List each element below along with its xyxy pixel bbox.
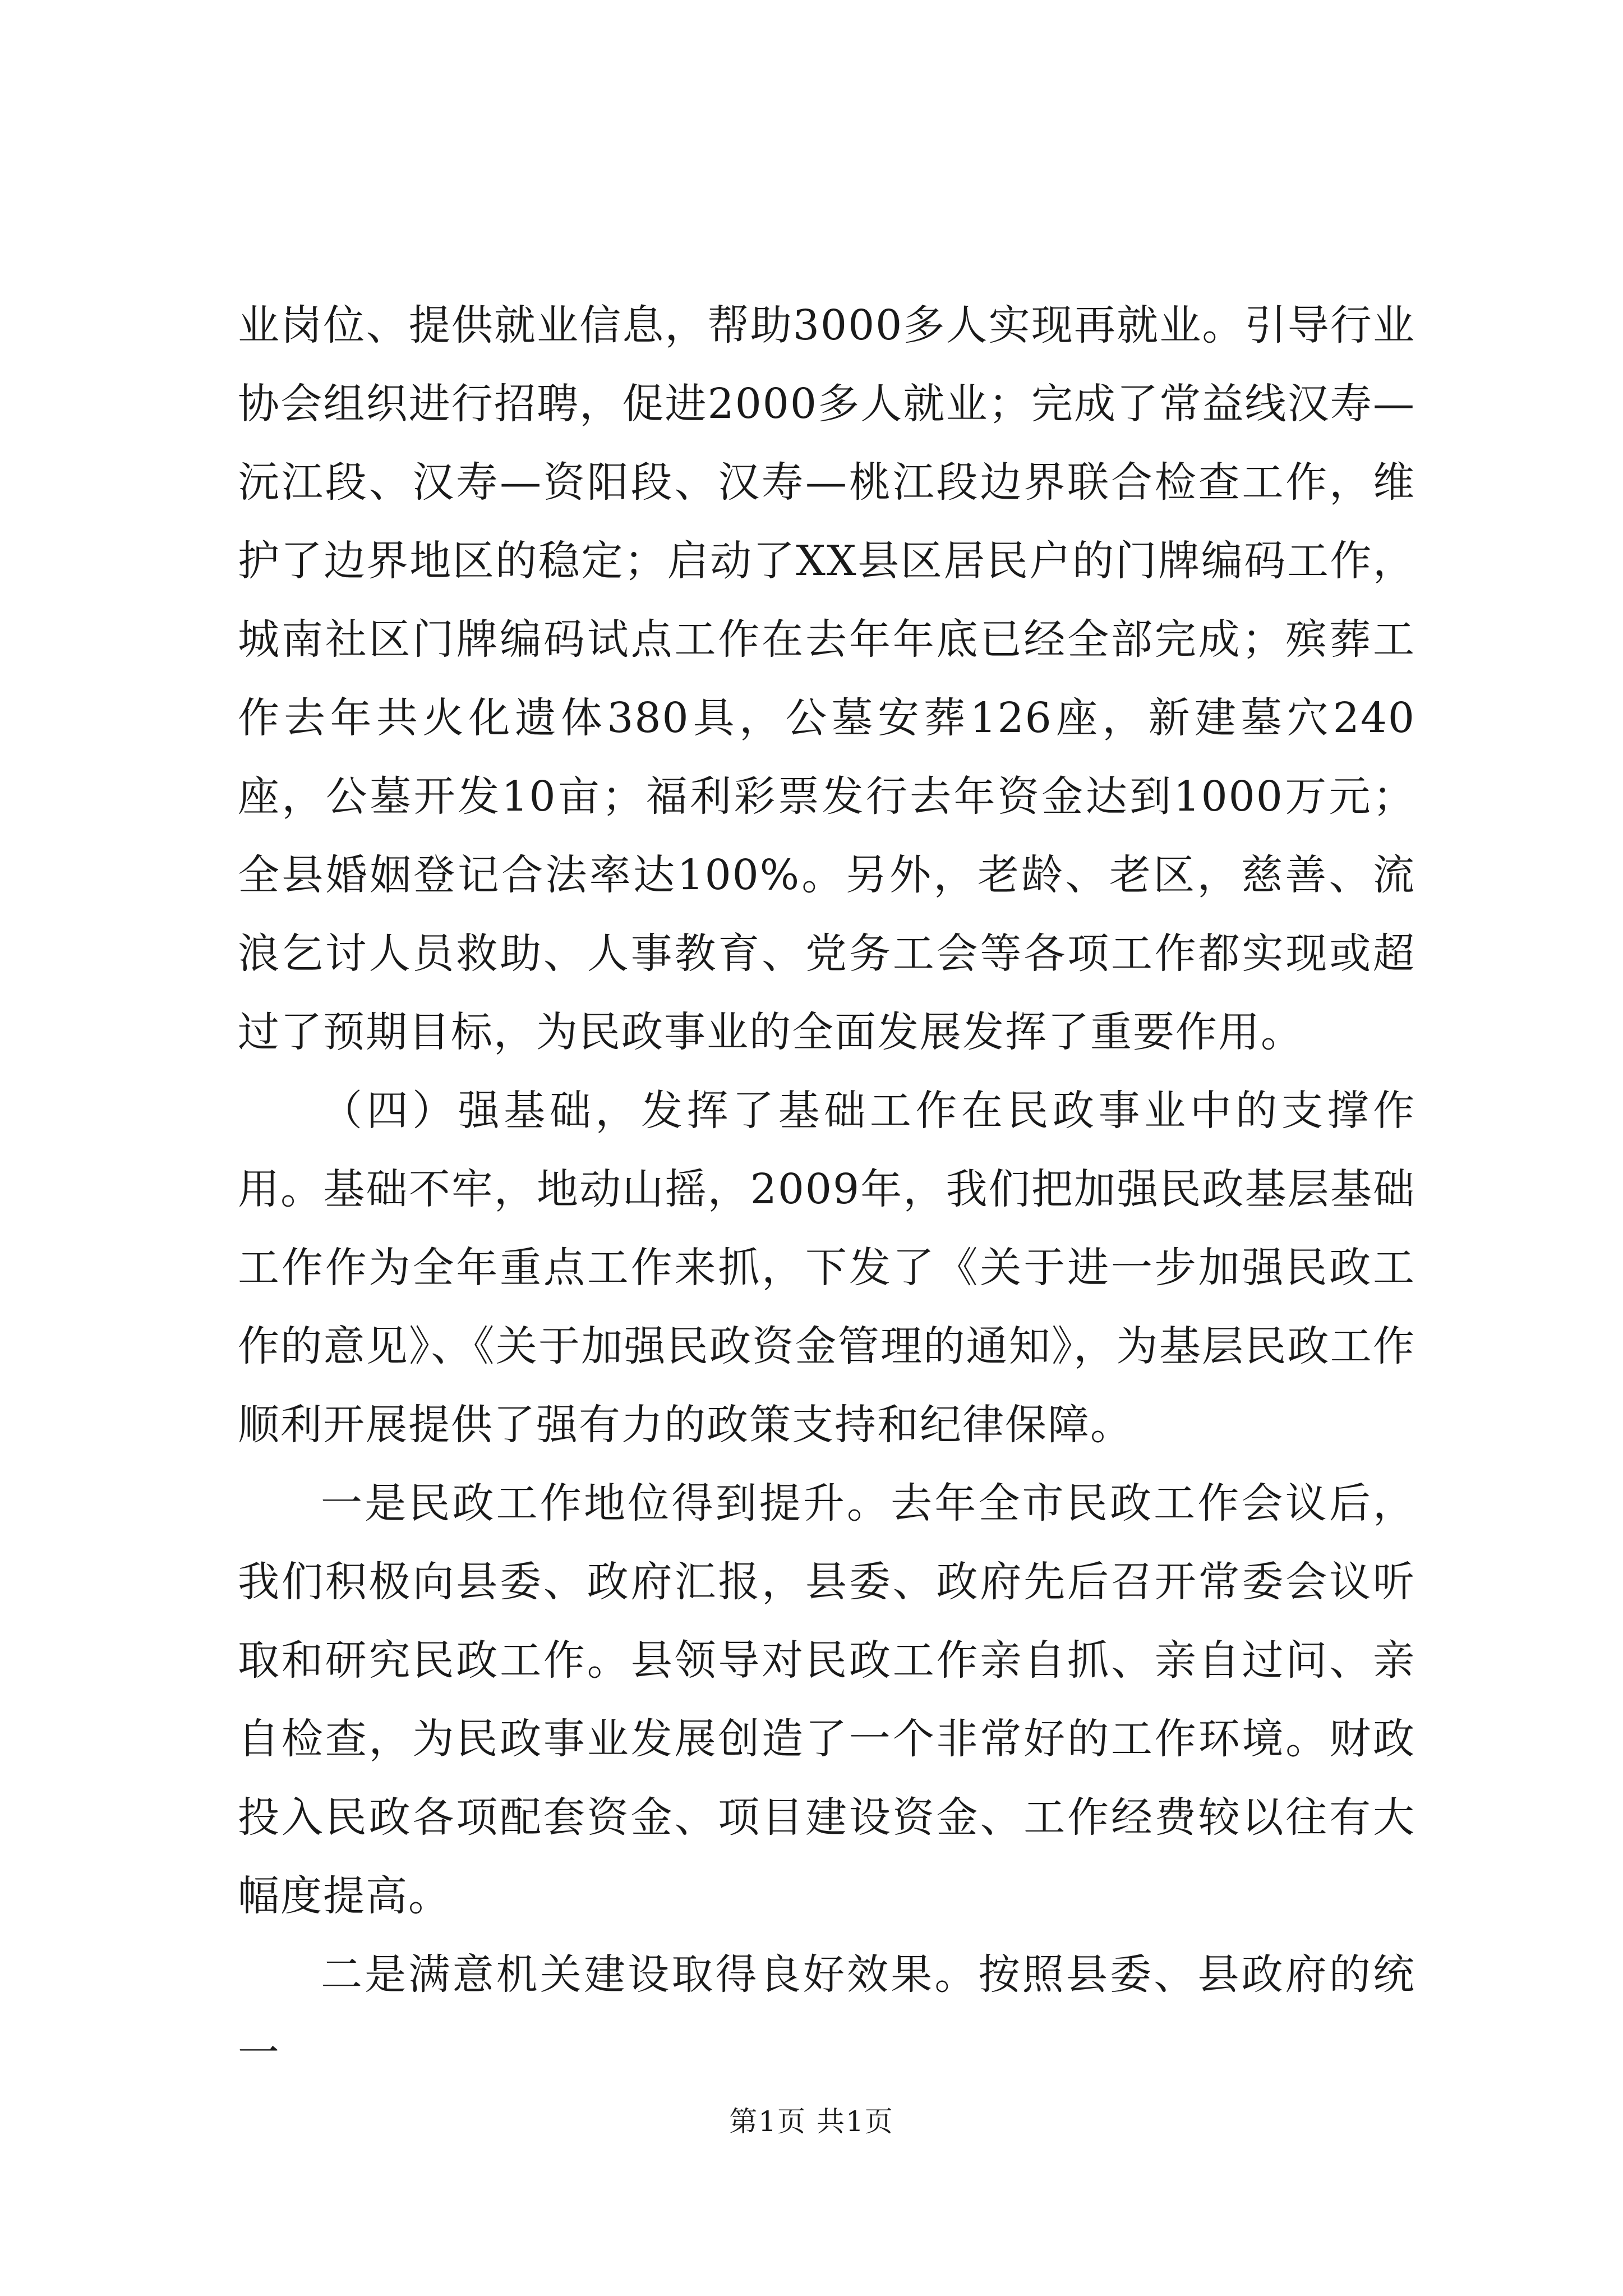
paragraph-point-two: 二是满意机关建设取得良好效果。按照县委、县政府的统一 <box>238 1950 1415 2077</box>
paragraph-section-four-heading: （四）强基础，发挥了基础工作在民政事业中的支撑作用。基础不牢，地动山摇，2009年，我们把加强民政基层基础工作作为全年重点工作来抓，下发了《关于进一步加强民政工作的意见》、《关于加强民政资金管理的通知》，为基层民政工作顺利开展提供了强有力的政策支持和纪律保障。 <box>238 1087 1415 1449</box>
document-body <box>238 286 1415 2092</box>
page-footer: 第1页 共1页 <box>729 2105 894 2138</box>
paragraph-point-one: 一是民政工作地位得到提升。去年全市民政工作会议后，我们积极向县委、政府汇报，县委、政府先后召开常委会议听取和研究民政工作。县领导对民政工作亲自抓、亲自过问、亲自检查，为民政事业发展创造了一个非常好的工作环境。财政投入民政各项配套资金、项目建设资金、工作经费较以往有大幅度提高。 <box>238 1479 1415 1920</box>
paragraph-employment-summary: 业岗位、提供就业信息，帮助3000多人实现再就业。引导行业协会组织进行招聘，促进2000多人就业；完成了常益线汉寿—沅江段、汉寿—资阳段、汉寿—桃江段边界联合检查工作，维护了边界地区的稳定；启动了XX县区居民户的门牌编码工作，城南社区门牌编码试点工作在去年年底已经全部完成；殡葬工作去年共火化遗体380具，公墓安葬126座，新建墓穴240座，公墓开发10亩；福利彩票发行去年资金达到1000万元；全县婚姻登记合法率达100%。另外，老龄、老区，慈善、流浪乞讨人员救助、人事教育、党务工会等各项工作都实现或超过了预期目标，为民政事业的全面发展发挥了重要作用。 <box>238 301 1415 1056</box>
